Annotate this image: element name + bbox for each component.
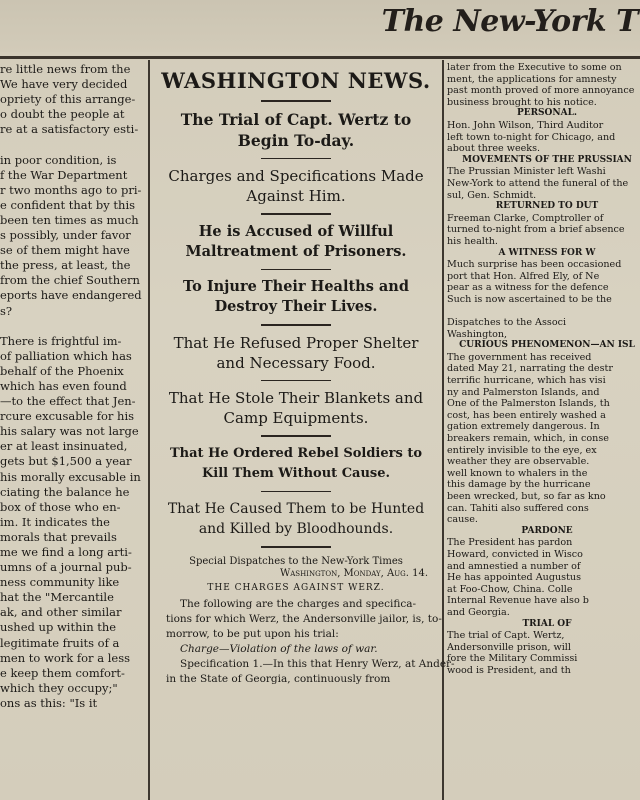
column-line: The trial of Capt. Wertz, [447,630,565,642]
article-washington-news [152,60,455,687]
masthead-title: The New-York T [381,4,638,39]
column-line: past month proved of more annoyance [447,85,635,97]
column-line: A WITNESS FOR W [498,247,596,258]
column-line: well known to whalers in the [447,467,588,479]
deck-shelter: That He Refused Proper Shelter and Necessary Food. [173,333,419,372]
column-line: fore the Military Commissi [447,653,578,665]
column-separator-right [442,60,444,800]
column-line: Hon. John Wilson, Third Auditor [447,119,604,131]
body-line: Specification 1.—In this that Henry Werz, at Ander- [180,657,455,670]
column-line: this damage by the hurricane [447,479,591,491]
column-line: been wrecked, but, so far as kno [447,490,606,502]
deck-rebel-soldiers: That He Ordered Rebel Soldiers to Kill Them Without Cause. [170,445,422,481]
body-line: Charge—Violation of the laws of war. [180,642,378,655]
column-line: ak, and other similar [0,605,122,620]
column-line: dated May 21, narrating the destr [447,363,613,375]
column-line: and Georgia. [447,606,510,618]
column-line: his salary was not large [0,424,139,439]
column-line: The government has received [447,351,592,363]
column-line: can. Tahiti also suffered cons [447,502,589,514]
column-line: gets but $1,500 a year [0,454,132,469]
column-line: cause. [447,514,478,526]
headline: WASHINGTON NEWS. [161,68,431,93]
column-line: been ten times as much [0,212,139,227]
column-line [0,137,147,152]
column-line: about three weeks. [447,143,541,155]
column-line: the press, at least, the [0,258,131,273]
column-line: Much surprise has been occasioned [447,259,622,271]
column-line [447,305,640,317]
column-line: RETURNED TO DUT [495,201,599,212]
column-line: which they occupy;" [0,680,118,695]
column-line: e keep them comfort- [0,665,125,680]
column-line: o doubt the people at [0,107,125,122]
deck-injure: To Injure Their Healths and Destroy Their Lives. [183,278,409,315]
column-line: in poor condition, is [0,152,117,167]
column-line: men to work for a less [0,650,130,665]
column-line: from the chief Southern [0,273,140,288]
column-line: umns of a journal pub- [0,560,132,575]
column-line: morals that prevails [0,529,117,544]
column-line: behalf of the Phoenix [0,363,124,378]
body-line: morrow, to be put upon his trial: [166,627,339,640]
column-line: ushed up within the [0,620,117,635]
right-column [447,62,640,676]
column-separator-left [148,60,150,800]
column-line: He has appointed Augustus [447,572,582,584]
column-line: left town to-night for Chicago, and [447,131,616,143]
deck-maltreatment: He is Accused of Willful Maltreatment of Prisoners. [185,222,407,260]
column-line: gation extremely dangerous. In [447,421,600,433]
special-dispatch-line: Special Dispatches to the New-York Times [189,555,403,567]
column-line: The President has pardon [447,537,573,549]
column-line: CURIOUS PHENOMENON—AN ISL [459,340,635,351]
column-line: We have very decided [0,77,128,92]
column-line: entirely invisible to the eye, ex [447,444,597,456]
column-line: Such is now ascertained to be the [447,293,612,305]
column-line: Internal Revenue have also b [447,595,589,607]
deck-charges: Charges and Specifications Made Against Him. [168,167,424,205]
column-line: terrific hurricane, which has visi [447,375,606,387]
column-line: r two months ago to pri- [0,182,142,197]
column-line: PERSONAL. [516,108,578,119]
column-line: which has even found [0,378,127,393]
column-line: New-York to attend the funeral of the [447,177,629,189]
column-line: turned to-night from a brief absence [447,224,625,236]
column-line: business brought to his notice. [447,96,597,108]
divider [261,269,331,271]
deck-bloodhounds: That He Caused Them to be Hunted and Killed by Bloodhounds. [167,501,425,537]
divider [261,435,331,437]
column-line: sul, Gen. Schmidt. [447,189,537,201]
column-line: later from the Executive to some on [447,62,622,73]
column-line: re little news from the [0,62,131,76]
deck-blankets: That He Stole Their Blankets and Camp Equipments. [168,389,424,427]
column-line: eports have endangered [0,288,142,303]
column-line: re at a satisfactory esti- [0,122,139,137]
column-line: There is frightful im- [0,333,122,348]
column-line: cost, has been entirely washed a [447,409,606,421]
column-line: weather they are observable. [447,456,590,468]
body-line: tions for which Werz, the Andersonville jailor, is, to- [166,612,442,625]
divider [261,100,331,102]
column-line: legitimate fruits of a [0,635,120,650]
column-line: TRIAL OF [522,618,572,629]
column-line: ny and Palmerston Islands, and [447,386,600,398]
column-line: ons as this: "Is it [0,695,98,710]
column-line: s possibly, under favor [0,228,131,243]
charges-subhead: THE CHARGES AGAINST WERZ. [207,582,385,593]
divider [261,158,331,160]
column-line: pear as a witness for the defence [447,282,609,294]
divider [261,546,331,548]
column-line: f the War Department [0,167,128,182]
column-line: er at least insinuated, [0,439,128,454]
column-line [0,319,147,334]
column-line: and amnestied a number of [447,560,581,572]
deck-trial: The Trial of Capt. Wertz to Begin To-day. [180,109,412,150]
column-line: The Prussian Minister left Washi [447,166,606,178]
left-column [0,62,147,711]
column-line: PARDONE [521,525,573,536]
column-line: ment, the applications for amnesty [447,73,617,85]
divider [261,491,331,493]
divider [261,324,331,326]
column-line: wood is President, and th [447,664,571,676]
column-line: se of them might have [0,243,130,258]
top-rule [0,56,640,59]
column-line: of palliation which has [0,348,132,363]
column-line: rcure excusable for his [0,409,135,424]
body-line: in the State of Georgia, continuously from [166,672,391,685]
column-line: One of the Palmerston Islands, th [447,398,610,410]
column-line: s? [0,303,13,318]
divider [261,213,331,215]
column-line: me we find a long arti- [0,545,132,559]
column-line: ness community like [0,575,120,590]
divider [261,380,331,382]
article-body [152,597,455,687]
column-line: im. It indicates the [0,514,110,529]
column-line: MOVEMENTS OF THE PRUSSIAN [462,154,632,165]
column-line: breakers remain, which, in conse [447,433,609,444]
dateline: Washington, Monday, Aug. 14. [279,567,428,579]
column-line: ciating the balance he [0,484,130,499]
column-line: Andersonville prison, will [447,641,571,653]
column-line: hat the "Mercantile [0,590,114,605]
column-line: —to the effect that Jen- [0,394,136,409]
column-line: at Foo-Chow, China. Colle [447,583,573,595]
column-line: box of those who en- [0,499,121,514]
column-line: Freeman Clarke, Comptroller of [447,212,604,224]
body-line: The following are the charges and specifica- [180,597,417,610]
column-line: Washington, [447,328,508,340]
column-line: Dispatches to the Associ [447,317,567,329]
column-line: Howard, convicted in Wisco [447,548,583,560]
column-line: port that Hon. Alfred Ely, of Ne [447,270,600,282]
column-line: his health. [447,235,498,247]
column-line: his morally excusable in [0,469,141,484]
column-line: e confident that by this [0,197,136,212]
column-line: opriety of this arrange- [0,92,136,107]
